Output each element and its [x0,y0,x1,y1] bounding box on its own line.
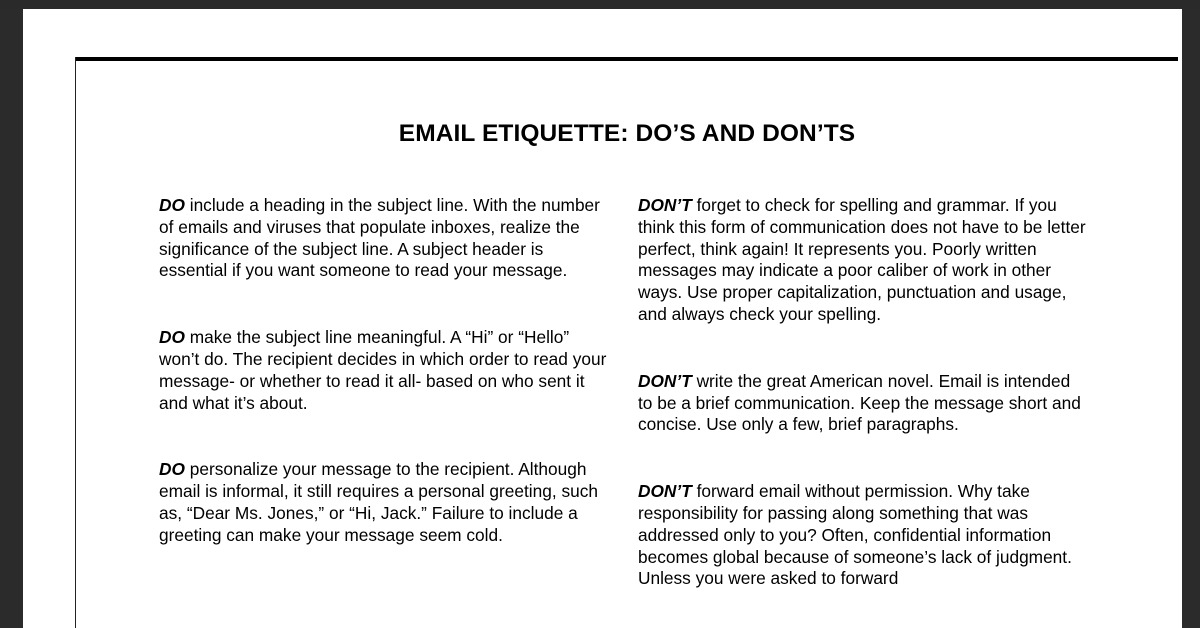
do-text: make the subject line meaningful. A “Hi” or “Hello” won’t do. The recipient decides in which order to read your message- or whether to read it all- based on who sent it and what it’s about. [159,327,607,413]
dont-label: DON’T [638,370,692,391]
document-title: EMAIL ETIQUETTE: DO’S AND DON’TS [398,120,856,147]
dont-text: forward email without permission. Why take responsibility for passing along something that was addressed only to you? Often, confidential information becomes global because of someone’s lack of judgment. Unless you were asked to forward [638,481,1072,589]
do-text: include a heading in the subject line. With the number of emails and viruses that populate inboxes, realize the significance of the subject line. A subject header is essential if you want someone to read your message. [159,195,600,281]
do-text: personalize your message to the recipient. Although email is informal, it still requires a personal greeting, such as, “Dear Ms. Jones,” or “Hi, Jack.” Failure to include a greeting can make your message seem cold. [159,459,598,545]
dont-text: forget to check for spelling and grammar. If you think this form of communication does not have to be letter perfect, think again! It represents you. Poorly written messages may indicate a poor caliber of work in other ways. Use proper capitalization, punctuation and usage, and always check your spelling. [638,195,1086,324]
dont-item [638,371,1086,436]
dont-label: DON’T [638,481,692,502]
top-dark-band [0,0,1200,9]
do-label: DO [159,327,185,348]
header-rule [75,57,1178,61]
dont-column [638,195,1086,628]
do-label: DO [159,195,185,215]
dont-label: DON’T [638,195,692,215]
dont-text: write the great American novel. Email is intended to be a brief communication. Keep the message short and concise. Use only a few, brief paragraphs. [638,370,1081,435]
do-label: DO [159,459,185,480]
do-item [159,195,607,282]
do-item [159,459,607,546]
dont-item [638,195,1086,326]
document-page[interactable] [23,9,1182,628]
do-column [159,195,607,592]
dont-item [638,481,1086,590]
do-item [159,327,607,414]
